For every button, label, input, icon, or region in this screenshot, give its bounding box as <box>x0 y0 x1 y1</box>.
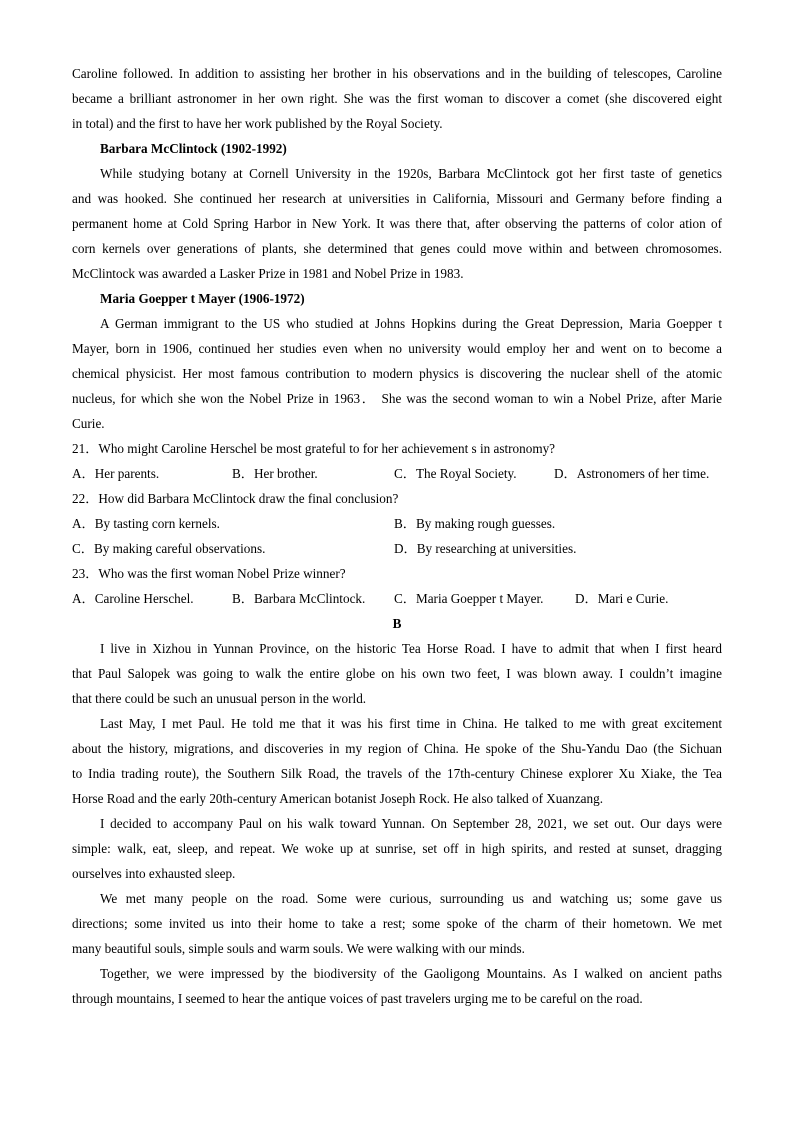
text-line: directions; some invited us into their home to take a rest; some spoke of the charm of their hometown. We met <box>72 916 722 931</box>
text-line: Mayer, born in 1906, continued her studies even when no university would employ her and went on to become a <box>72 341 722 356</box>
option-a[interactable]: A．By tasting corn kernels. <box>72 516 220 531</box>
option-c[interactable]: C．The Royal Society. <box>394 466 517 481</box>
mcclintock-paragraph <box>72 161 722 286</box>
text-line: permanent home at Cold Spring Harbor in New York. It was there that, after observing the patterns of color ation of <box>72 216 722 231</box>
text-line: to India trading route), the Southern Silk Road, the travels of the 17th-century Chinese explorer Xu Xiake, the Tea <box>72 766 722 781</box>
text-line: about the history, migrations, and discoveries in my region of China. He spoke of the Shu-Yandu Dao (the Sichuan <box>72 741 722 756</box>
text-line: We met many people on the road. Some were curious, surrounding us and watching us; some gave us <box>100 891 722 906</box>
option-b[interactable]: B．By making rough guesses. <box>394 516 556 531</box>
text-line: in total) and the first to have her work published by the Royal Society. <box>72 116 443 131</box>
option-row <box>72 586 722 611</box>
option-b[interactable]: B．Barbara McClintock. <box>232 591 366 606</box>
option-b[interactable]: B．Her brother. <box>232 466 318 481</box>
text-line: I live in Xizhou in Yunnan Province, on the historic Tea Horse Road. I have to admit that when I first heard <box>100 641 722 656</box>
passage-b-paragraph-4 <box>72 886 722 961</box>
text-line: simple: walk, eat, sleep, and repeat. We woke up at sunrise, set off in high spirits, and rested at sunset, dragging <box>72 841 722 856</box>
text-line: that there could be such an unusual person in the world. <box>72 691 367 706</box>
text-line: and was hooked. She continued her research at universities in California, Missouri and Germany before finding a <box>72 191 722 206</box>
text-line: Last May, I met Paul. He told me that it was his first time in China. He talked to me with great excitement <box>100 716 722 731</box>
heading-mcclintock: Barbara McClintock (1902-1992) <box>100 141 287 156</box>
text-line: chemical physicist. Her most famous contribution to modern physics is discovering the nuclear shell of the atomic <box>72 366 722 381</box>
option-d[interactable]: D．By researching at universities. <box>394 541 577 556</box>
question-stem: 23．Who was the first woman Nobel Prize winner? <box>72 566 346 581</box>
question-21 <box>72 436 722 486</box>
text-line: many beautiful souls, simple souls and warm souls. We were walking with our minds. <box>72 941 525 956</box>
question-23 <box>72 561 722 611</box>
option-d[interactable]: D．Mari e Curie. <box>575 591 669 606</box>
option-a[interactable]: A．Her parents. <box>72 466 160 481</box>
section-b-heading: B <box>392 616 402 631</box>
option-c[interactable]: C．Maria Goepper t Mayer. <box>394 591 544 606</box>
text-line: through mountains, I seemed to hear the antique voices of past travelers urging me to be careful on the road. <box>72 991 643 1006</box>
text-line: ourselves into exhausted sleep. <box>72 866 236 881</box>
option-row <box>72 511 722 536</box>
intro-paragraph <box>72 61 722 136</box>
text-line: became a brilliant astronomer in her own right. She was the first woman to discover a comet (she discovered eight <box>72 91 722 106</box>
question-stem: 22．How did Barbara McClintock draw the final conclusion? <box>72 491 399 506</box>
document-page <box>72 61 722 1011</box>
option-a[interactable]: A．Caroline Herschel. <box>72 591 194 606</box>
mayer-paragraph <box>72 311 722 436</box>
text-line: McClintock was awarded a Lasker Prize in 1981 and Nobel Prize in 1983. <box>72 266 464 281</box>
question-stem: 21．Who might Caroline Herschel be most grateful to for her achievement s in astronomy? <box>72 441 556 456</box>
passage-b-paragraph-3 <box>72 811 722 886</box>
text-line: I decided to accompany Paul on his walk toward Yunnan. On September 28, 2021, we set out. Our days were <box>100 816 722 831</box>
option-row <box>72 461 722 486</box>
question-22 <box>72 486 722 561</box>
heading-mayer: Maria Goepper t Mayer (1906-1972) <box>100 291 305 306</box>
text-line: While studying botany at Cornell University in the 1920s, Barbara McClintock got her first taste of genetics <box>100 166 722 181</box>
passage-b-paragraph-1 <box>72 636 722 711</box>
option-row <box>72 536 722 561</box>
passage-b-paragraph-2 <box>72 711 722 811</box>
text-line: Horse Road and the early 20th-century American botanist Joseph Rock. He also talked of Xuanzang. <box>72 791 604 806</box>
option-d[interactable]: D．Astronomers of her time. <box>554 466 710 481</box>
text-line: corn kernels over generations of plants, she determined that genes could move within and between chromosomes. <box>72 241 722 256</box>
text-line: nucleus, for which she won the Nobel Prize in 1963． She was the second woman to win a Nobel Prize, after Marie <box>72 391 722 406</box>
text-line: Curie. <box>72 416 105 431</box>
option-c[interactable]: C．By making careful observations. <box>72 541 266 556</box>
passage-b-paragraph-5 <box>72 961 722 1011</box>
text-line: that Paul Salopek was going to walk the entire globe on his own two feet, I was blown away. I couldn’t imagine <box>72 666 722 681</box>
text-line: A German immigrant to the US who studied at Johns Hopkins during the Great Depression, Maria Goepper t <box>100 316 722 331</box>
text-line: Together, we were impressed by the biodiversity of the Gaoligong Mountains. As I walked on ancient paths <box>100 966 722 981</box>
text-line: Caroline followed. In addition to assisting her brother in his observations and in the building of telescopes, Caroline <box>72 66 722 81</box>
